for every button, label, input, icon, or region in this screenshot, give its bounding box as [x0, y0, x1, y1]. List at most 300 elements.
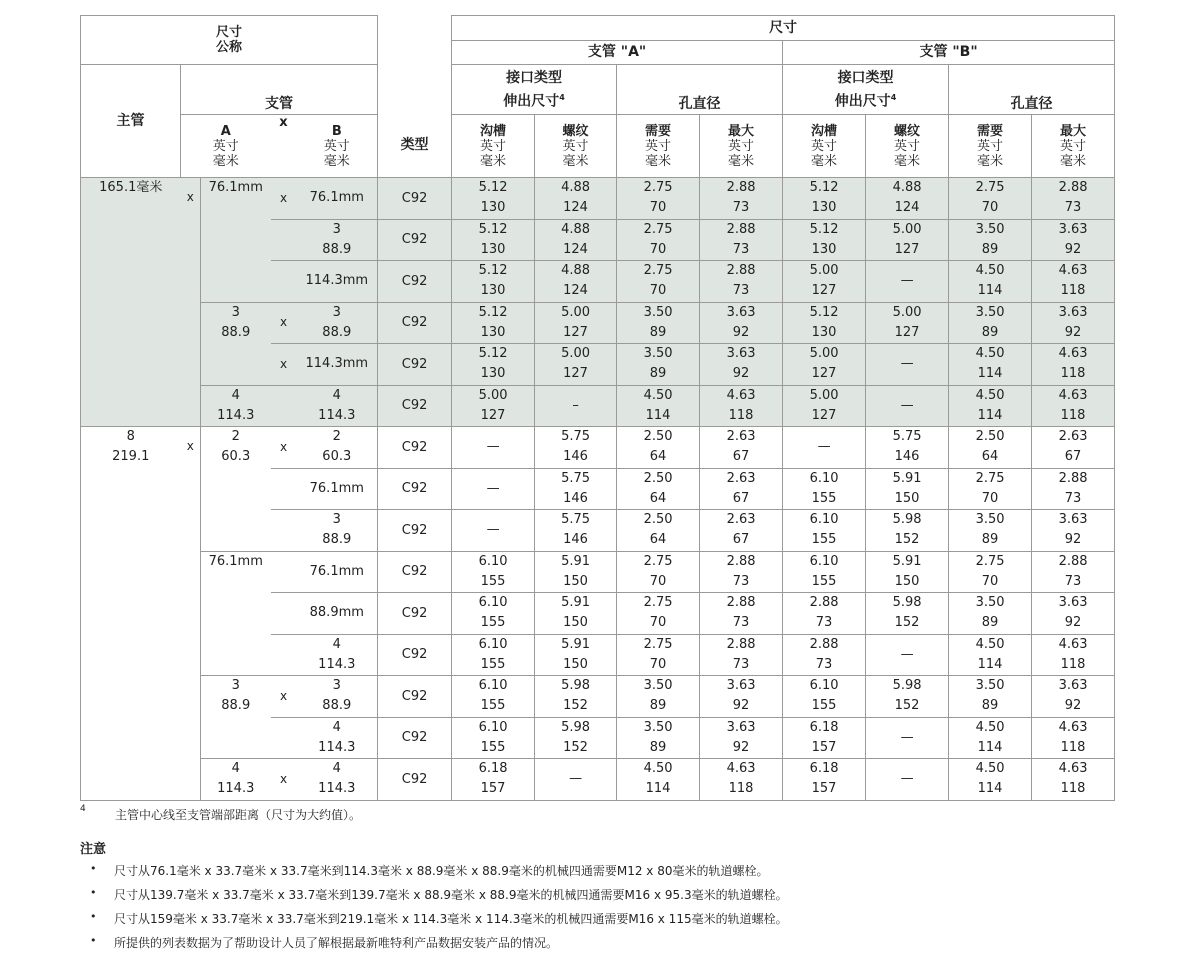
- branch-a-line: 3: [231, 678, 240, 693]
- x2-cell: [271, 634, 297, 676]
- b-thread-line: 5.75: [892, 429, 922, 445]
- b-req-line: 114: [977, 407, 1003, 423]
- a-max-line: 92: [732, 739, 750, 755]
- b-thread-cell: [866, 302, 949, 344]
- branch-a-header: 支管 "A": [452, 41, 783, 65]
- a-thread-cell: [535, 385, 617, 427]
- b-groove-line: 157: [811, 739, 837, 755]
- takeout-b-text: 伸出尺寸: [834, 93, 891, 110]
- b-req-cell: [949, 593, 1032, 635]
- a-max-cell: [700, 219, 783, 261]
- max-a-label: 最大: [728, 123, 755, 139]
- type-cell: C92: [378, 344, 452, 386]
- b-groove-line: —: [817, 439, 831, 455]
- b-max-cell: [1032, 634, 1115, 676]
- b-max-line: 118: [1060, 781, 1086, 797]
- a-groove-line: 155: [480, 573, 506, 589]
- b-req-cell: [949, 551, 1032, 593]
- branch-b-line: 88.9mm: [309, 605, 364, 621]
- b-groove-line: 130: [811, 241, 837, 257]
- x2-cell: [271, 302, 297, 344]
- col-x-letter: x: [279, 115, 288, 130]
- b-max-line: 4.63: [1058, 387, 1088, 403]
- branch-b-line: 114.3: [318, 656, 356, 672]
- b-req-cell: [949, 219, 1032, 261]
- req-b-label: 需要: [977, 123, 1004, 139]
- a-thread-line: 5.98: [561, 678, 591, 694]
- b-thread-cell: [866, 634, 949, 676]
- type-cell: C92: [378, 302, 452, 344]
- a-groove-line: 6.10: [478, 719, 508, 735]
- b-thread-line: 150: [894, 573, 920, 589]
- type-cell: C92: [378, 219, 452, 261]
- b-max-cell: [1032, 385, 1115, 427]
- b-thread-line: 152: [894, 615, 920, 631]
- a-thread-line: 5.00: [561, 304, 591, 320]
- b-groove-line: 5.12: [809, 304, 839, 320]
- a-max-line: 2.63: [726, 429, 756, 445]
- b-groove-line: 5.00: [809, 263, 839, 279]
- a-req-line: 2.75: [643, 553, 673, 569]
- b-thread-cell: [866, 593, 949, 635]
- a-max-line: 2.88: [726, 553, 756, 569]
- a-groove-cell: [452, 634, 535, 676]
- a-req-line: 89: [649, 324, 667, 340]
- b-groove-cell: [783, 717, 866, 759]
- main-pipe-line: 165.1毫米: [99, 180, 163, 195]
- a-max-line: 73: [732, 241, 750, 257]
- branch-b-line: 4: [332, 761, 341, 777]
- b-max-cell: [1032, 302, 1115, 344]
- branch-b-line: 3: [332, 304, 341, 320]
- a-max-line: 2.63: [726, 470, 756, 486]
- a-req-line: 64: [649, 532, 667, 548]
- a-req-line: 2.75: [643, 636, 673, 652]
- type-cell: C92: [378, 634, 452, 676]
- a-groove-line: 130: [480, 366, 506, 382]
- a-req-cell: [617, 219, 700, 261]
- a-thread-line: 5.91: [561, 636, 591, 652]
- branch-a-cell: [201, 676, 271, 759]
- a-req-line: 70: [649, 200, 667, 216]
- b-req-line: 114: [977, 283, 1003, 299]
- a-req-line: 64: [649, 490, 667, 506]
- a-max-line: 67: [732, 490, 750, 506]
- spec-table: [80, 15, 1115, 801]
- a-thread-line: 124: [563, 241, 588, 257]
- a-max-line: 2.88: [726, 636, 756, 652]
- a-thread-cell: [535, 302, 617, 344]
- a-max-line: 73: [732, 200, 750, 216]
- x2-cell: [271, 427, 297, 469]
- a-req-cell: [617, 468, 700, 510]
- b-thread-cell: [866, 468, 949, 510]
- takeout-a-sup: 4: [559, 92, 565, 102]
- branch-b-line: 76.1mm: [309, 190, 364, 206]
- a-groove-cell: [452, 759, 535, 801]
- branch-b-line: 88.9: [322, 241, 352, 257]
- b-thread-line: 5.98: [892, 678, 922, 694]
- a-req-line: 3.50: [643, 719, 673, 735]
- b-groove-cell: [783, 261, 866, 303]
- b-max-cell: [1032, 676, 1115, 718]
- req-a-mm: 毫米: [645, 153, 672, 169]
- a-groove-cell: [452, 344, 535, 386]
- b-max-line: 3.63: [1058, 304, 1088, 320]
- a-req-line: 70: [649, 241, 667, 257]
- b-max-line: 92: [1064, 698, 1082, 714]
- col-a-letter: A: [220, 123, 231, 139]
- a-max-line: 67: [732, 532, 750, 548]
- a-max-cell: [700, 634, 783, 676]
- b-thread-line: 5.98: [892, 595, 922, 611]
- groove-a-header: [452, 115, 535, 178]
- main-pipe-line: 8: [126, 429, 135, 444]
- bullet-icon: •: [90, 862, 97, 875]
- a-thread-cell: [535, 510, 617, 552]
- b-max-cell: [1032, 468, 1115, 510]
- branch-b-cell: [297, 510, 378, 552]
- a-groove-cell: [452, 717, 535, 759]
- b-req-line: 4.50: [975, 346, 1005, 362]
- max-a-header: [700, 115, 783, 178]
- b-max-line: 118: [1060, 739, 1086, 755]
- b-thread-cell: [866, 344, 949, 386]
- b-req-line: 89: [981, 532, 999, 548]
- b-max-line: 118: [1060, 407, 1086, 423]
- b-groove-line: 157: [811, 781, 837, 797]
- branch-b-line: 2: [332, 429, 341, 445]
- b-groove-line: 155: [811, 490, 837, 506]
- a-groove-line: 130: [480, 324, 506, 340]
- a-thread-line: 127: [563, 366, 588, 382]
- type-cell: C92: [378, 717, 452, 759]
- a-max-cell: [700, 302, 783, 344]
- a-thread-line: 150: [563, 615, 588, 631]
- branch-b-line: 4: [332, 719, 341, 735]
- a-thread-line: 146: [563, 532, 588, 548]
- branch-b-line: 3: [332, 678, 341, 694]
- b-req-line: 114: [977, 781, 1003, 797]
- b-max-line: 4.63: [1058, 636, 1088, 652]
- table-row: [81, 385, 1115, 427]
- branch-b-header: 支管 "B": [783, 41, 1115, 65]
- b-thread-line: —: [900, 729, 914, 745]
- b-req-cell: [949, 468, 1032, 510]
- a-groove-line: 130: [480, 283, 506, 299]
- bullet-icon: •: [90, 886, 97, 899]
- b-thread-cell: [866, 219, 949, 261]
- b-groove-line: 6.18: [809, 719, 839, 735]
- note-text: 尺寸从159毫米 x 33.7毫米 x 33.7毫米到219.1毫米 x 114.3毫米 x 114.3毫米的机械四通需要M16 x 115毫米的轨道螺栓。: [114, 912, 788, 926]
- a-max-line: 73: [732, 656, 750, 672]
- a-thread-cell: [535, 634, 617, 676]
- a-groove-line: 130: [480, 200, 506, 216]
- a-thread-line: 152: [563, 739, 588, 755]
- b-groove-cell: [783, 344, 866, 386]
- note-item: [90, 934, 788, 958]
- table-row: [81, 551, 1115, 593]
- thread-b-label: 螺纹: [894, 123, 921, 139]
- b-thread-line: —: [900, 356, 914, 372]
- a-thread-line: 4.88: [561, 221, 591, 237]
- a-req-line: 2.75: [643, 221, 673, 237]
- a-max-cell: [700, 510, 783, 552]
- a-thread-line: 124: [563, 283, 588, 299]
- type-cell: C92: [378, 551, 452, 593]
- branch-a-line: 4: [231, 387, 240, 403]
- max-b-label: 最大: [1060, 123, 1087, 139]
- table-row: [81, 302, 1115, 344]
- thread-b-mm: 毫米: [894, 153, 921, 169]
- a-thread-line: 146: [563, 449, 588, 465]
- max-b-header: [1032, 115, 1115, 178]
- b-req-cell: [949, 759, 1032, 801]
- note-text: 尺寸从76.1毫米 x 33.7毫米 x 33.7毫米到114.3毫米 x 88.9毫米 x 88.9毫米的机械四通需要M12 x 80毫米的轨道螺栓。: [114, 864, 769, 878]
- a-max-cell: [700, 344, 783, 386]
- b-thread-line: —: [900, 397, 914, 413]
- b-groove-cell: [783, 510, 866, 552]
- b-thread-line: 146: [894, 449, 920, 465]
- b-groove-line: 130: [811, 200, 837, 216]
- branch-b-cell: [297, 593, 378, 635]
- a-max-line: 92: [732, 698, 750, 714]
- thread-a-mm: 毫米: [562, 153, 589, 169]
- a-thread-line: 150: [563, 573, 588, 589]
- a-req-line: 3.50: [643, 304, 673, 320]
- max-b-mm: 毫米: [1060, 153, 1087, 169]
- b-req-line: 70: [981, 573, 999, 589]
- branch-b-line: 114.3mm: [305, 273, 369, 289]
- branch-b-line: 3: [332, 512, 341, 528]
- branch-a-cell: [201, 427, 271, 552]
- b-req-line: 70: [981, 490, 999, 506]
- a-groove-line: 6.10: [478, 595, 508, 611]
- b-groove-line: 6.10: [809, 678, 839, 694]
- x1-cell: [181, 427, 201, 801]
- a-groove-cell: [452, 510, 535, 552]
- a-groove-line: 5.12: [478, 263, 508, 279]
- branch-a-line: 114.3: [217, 781, 255, 796]
- branch-b-line: 60.3: [322, 449, 352, 465]
- branch-b-line: 4: [332, 636, 341, 652]
- conn-type-a-label: 接口类型: [506, 69, 563, 86]
- a-thread-line: 4.88: [561, 180, 591, 196]
- b-req-cell: [949, 510, 1032, 552]
- a-groove-line: —: [486, 480, 500, 496]
- b-req-line: 114: [977, 739, 1003, 755]
- a-req-line: 2.50: [643, 470, 673, 486]
- note-text: 尺寸从139.7毫米 x 33.7毫米 x 33.7毫米到139.7毫米 x 88.9毫米 x 88.9毫米的机械四通需要M16 x 95.3毫米的轨道螺栓。: [114, 888, 788, 902]
- a-groove-line: 5.12: [478, 221, 508, 237]
- a-req-line: 64: [649, 449, 667, 465]
- a-groove-line: 157: [480, 781, 506, 797]
- type-spacer: [378, 16, 452, 115]
- b-max-line: 118: [1060, 366, 1086, 382]
- b-max-cell: [1032, 551, 1115, 593]
- a-req-line: 2.75: [643, 180, 673, 196]
- b-max-line: 3.63: [1058, 221, 1088, 237]
- a-thread-cell: [535, 717, 617, 759]
- a-max-cell: [700, 385, 783, 427]
- b-req-cell: [949, 634, 1032, 676]
- max-a-inch: 英寸: [728, 138, 755, 154]
- a-groove-line: 6.10: [478, 553, 508, 569]
- a-max-cell: [700, 427, 783, 469]
- b-max-line: 92: [1064, 532, 1082, 548]
- branch-b-cell: [297, 302, 378, 344]
- b-groove-line: 6.10: [809, 470, 839, 486]
- branch-b-cell: [297, 427, 378, 469]
- a-groove-line: 155: [480, 656, 506, 672]
- x2-text: x: [279, 356, 288, 371]
- branch-a-line: 4: [231, 761, 240, 776]
- nominal-size-line2: 公称: [216, 40, 243, 55]
- a-max-line: 2.63: [726, 512, 756, 528]
- a-req-line: 70: [649, 283, 667, 299]
- b-req-line: 89: [981, 698, 999, 714]
- branch-b-cell: [297, 717, 378, 759]
- thread-a-header: [535, 115, 617, 178]
- type-cell: C92: [378, 759, 452, 801]
- branch-b-line: 76.1mm: [309, 563, 364, 579]
- a-thread-line: 5.75: [561, 512, 591, 528]
- col-b-letter: B: [331, 123, 342, 139]
- a-req-line: 89: [649, 739, 667, 755]
- a-max-cell: [700, 468, 783, 510]
- a-req-line: 2.75: [643, 595, 673, 611]
- a-groove-cell: [452, 385, 535, 427]
- branch-b-line: 4: [332, 387, 341, 403]
- a-max-line: 3.63: [726, 719, 756, 735]
- type-cell: C92: [378, 178, 452, 220]
- branch-b-line: 3: [332, 221, 341, 237]
- x2-cell: [271, 219, 297, 261]
- b-groove-cell: [783, 468, 866, 510]
- b-req-line: 2.50: [975, 429, 1005, 445]
- b-groove-line: 2.88: [809, 595, 839, 611]
- b-groove-line: 155: [811, 698, 837, 714]
- b-thread-cell: [866, 427, 949, 469]
- a-req-line: 89: [649, 366, 667, 382]
- b-thread-cell: [866, 551, 949, 593]
- a-req-cell: [617, 385, 700, 427]
- col-a-mm: 毫米: [212, 153, 239, 169]
- notes-list: [90, 862, 788, 958]
- b-req-line: 114: [977, 656, 1003, 672]
- b-groove-line: 127: [811, 407, 837, 423]
- footnote-text: 主管中心线至支管端部距离（尺寸为大约值）。: [115, 808, 362, 822]
- b-groove-line: 127: [811, 366, 837, 382]
- groove-b-label: 沟槽: [811, 123, 838, 139]
- b-groove-line: 127: [811, 283, 837, 299]
- a-thread-cell: [535, 219, 617, 261]
- takeout-a-text: 伸出尺寸: [503, 93, 560, 110]
- x2-cell: [271, 468, 297, 510]
- b-groove-line: 155: [811, 573, 837, 589]
- a-groove-line: 155: [480, 698, 506, 714]
- b-max-line: 4.63: [1058, 761, 1088, 777]
- b-thread-line: 5.98: [892, 512, 922, 528]
- x2-cell: [271, 759, 297, 801]
- a-thread-cell: [535, 468, 617, 510]
- x1-text: x: [186, 439, 194, 453]
- a-thread-cell: [535, 427, 617, 469]
- b-thread-line: 5.91: [892, 470, 922, 486]
- bullet-icon: •: [90, 910, 97, 923]
- a-thread-cell: [535, 759, 617, 801]
- b-groove-line: 73: [815, 615, 833, 631]
- a-thread-cell: [535, 676, 617, 718]
- b-groove-line: 5.00: [809, 346, 839, 362]
- b-groove-line: 73: [815, 656, 833, 672]
- branch-b-cell: [297, 344, 378, 386]
- dimension-header: 尺寸: [452, 16, 1115, 41]
- b-max-line: 2.63: [1058, 429, 1088, 445]
- x2-text: x: [279, 190, 288, 205]
- main-pipe-cell: [81, 178, 181, 427]
- branch-b-line: 114.3: [318, 739, 356, 755]
- a-max-line: 73: [732, 615, 750, 631]
- a-groove-line: 6.10: [478, 636, 508, 652]
- x2-text: x: [279, 439, 288, 454]
- b-groove-line: 6.10: [809, 512, 839, 528]
- x2-text: x: [279, 688, 288, 703]
- a-thread-line: 5.91: [561, 553, 591, 569]
- x2-cell: [271, 717, 297, 759]
- branch-a-line: 88.9: [221, 698, 251, 713]
- groove-a-label: 沟槽: [480, 123, 507, 139]
- a-req-cell: [617, 634, 700, 676]
- b-max-cell: [1032, 759, 1115, 801]
- b-req-line: 4.50: [975, 761, 1005, 777]
- note-item: [90, 910, 788, 934]
- a-thread-line: 127: [563, 324, 588, 340]
- x2-cell: [271, 593, 297, 635]
- b-max-line: 2.88: [1058, 470, 1088, 486]
- req-a-header: [617, 115, 700, 178]
- branch-b-cell: [297, 178, 378, 220]
- x2-cell: [271, 551, 297, 593]
- a-groove-line: 6.10: [478, 678, 508, 694]
- b-thread-line: —: [900, 273, 914, 289]
- col-b-mm: 毫米: [323, 153, 350, 169]
- b-req-cell: [949, 676, 1032, 718]
- hole-dia-a-header: 孔直径: [617, 65, 783, 115]
- col-x-header: [271, 115, 297, 178]
- b-thread-line: 152: [894, 532, 920, 548]
- type-cell: C92: [378, 468, 452, 510]
- a-req-cell: [617, 759, 700, 801]
- b-max-line: 4.63: [1058, 346, 1088, 362]
- a-thread-line: 4.88: [561, 263, 591, 279]
- b-req-cell: [949, 385, 1032, 427]
- branch-b-cell: [297, 676, 378, 718]
- a-thread-line: 5.00: [561, 346, 591, 362]
- b-req-line: 2.75: [975, 553, 1005, 569]
- b-req-line: 70: [981, 200, 999, 216]
- b-thread-line: 124: [894, 200, 920, 216]
- a-max-line: 3.63: [726, 304, 756, 320]
- a-max-line: 118: [728, 407, 754, 423]
- b-max-line: 4.63: [1058, 719, 1088, 735]
- a-groove-line: 5.00: [478, 387, 508, 403]
- b-thread-line: 127: [894, 241, 920, 257]
- a-thread-line: 5.75: [561, 470, 591, 486]
- b-groove-line: 6.18: [809, 761, 839, 777]
- a-groove-line: 5.12: [478, 346, 508, 362]
- a-thread-line: 146: [563, 490, 588, 506]
